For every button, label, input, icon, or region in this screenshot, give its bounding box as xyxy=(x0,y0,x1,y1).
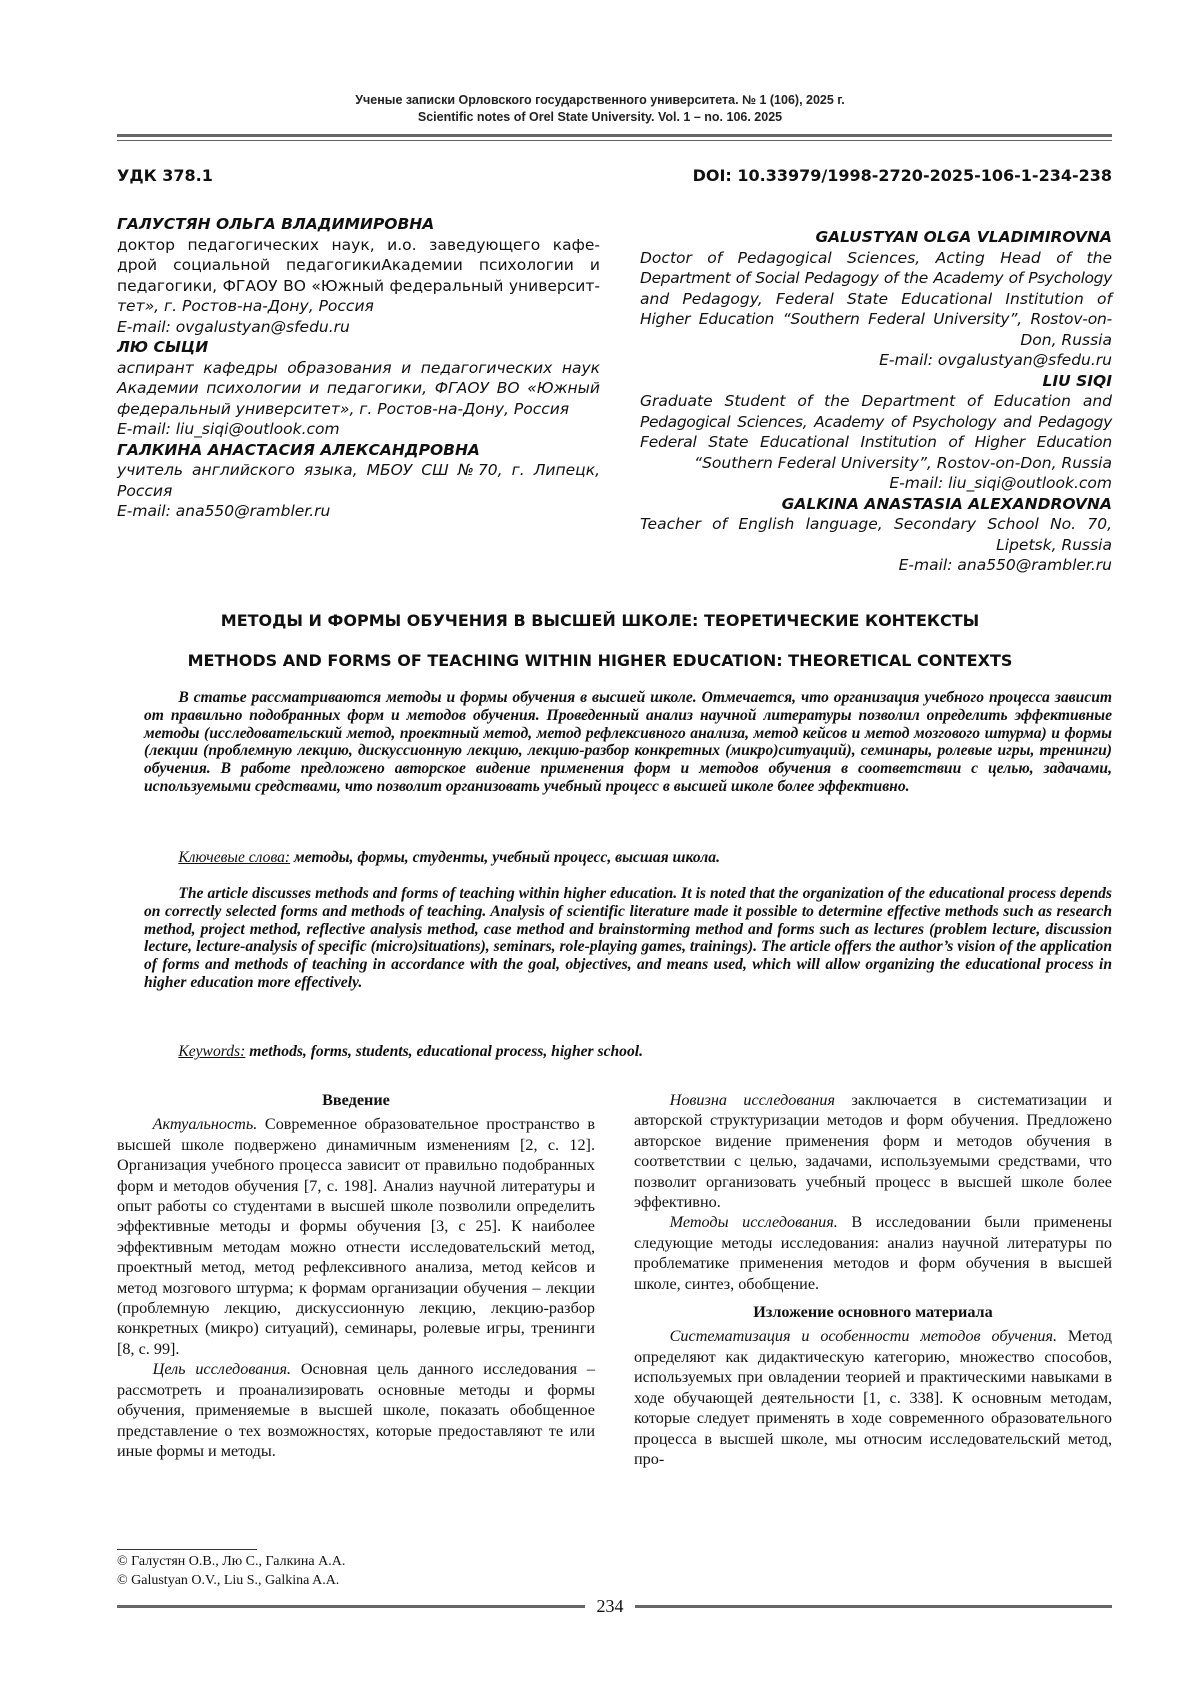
section-heading-introduction: Введение xyxy=(322,1091,390,1109)
body-column-left xyxy=(117,1090,595,1461)
research-methods-lead: Методы исследования. xyxy=(669,1213,838,1232)
keywords-en-value: methods, forms, students, educational process, higher school. xyxy=(249,1043,644,1060)
author-affil-en-1-line-5: Don, Russia xyxy=(1020,330,1112,349)
author-name-ru-2: ЛЮ СЫЦИ xyxy=(117,338,209,356)
author-email-en-3: E-mail: ana550@rambler.ru xyxy=(898,556,1112,574)
author-affil-ru-1-line-2: дрой социальной педагогикиАкадемии психологии и xyxy=(117,256,600,274)
author-affil-en-1-line-2: Department of Social Pedagogy of the Academy of Psychology xyxy=(640,269,1112,287)
page-number: 234 xyxy=(596,1596,624,1616)
author-name-ru-1: ГАЛУСТЯН ОЛЬГА ВЛАДИМИРОВНА xyxy=(117,215,435,233)
paragraph-relevance xyxy=(117,1114,595,1359)
novelty-lead: Новизна исследования xyxy=(669,1091,836,1109)
doi: DOI: 10.33979/1998-2720-2025-106-1-234-238 xyxy=(692,166,1112,185)
paragraph-research-goal xyxy=(117,1359,595,1461)
authors-ru xyxy=(117,214,600,522)
author-name-en-3: GALKINA ANASTASIA ALEXANDROVNA xyxy=(781,494,1112,513)
paragraph-systematization xyxy=(634,1326,1112,1469)
paragraph-novelty xyxy=(634,1090,1112,1212)
relevance-lead: Актуальность. xyxy=(152,1115,258,1134)
research-goal-lead: Цель исследования. xyxy=(152,1360,292,1379)
header-rule-thick xyxy=(117,134,1112,137)
keywords-ru-label: Ключевые слова: xyxy=(178,849,291,866)
author-email-en-1: E-mail: ovgalustyan@sfedu.ru xyxy=(879,351,1112,369)
systematization-lead: Систематизация и особенности методов обучения. xyxy=(669,1327,1058,1346)
keywords-ru-value: методы, формы, студенты, учебный процесс, высшая школа. xyxy=(294,849,720,866)
relevance-text: Современное образовательное пространство в высшей школе подвержено динамичным изменениям [2, с. 12]. Организация учебного процесса зависит от правильно подобранных форм и методов обучения [7, с. 198]. Анализ научной литературы и опыт работы со студентами в высшей школе позволили определить эффективные методы и формы обучения [3, с 25]. К наиболее эффективным методам можно отнести исследовательский метод, проектный метод, метод рефлексивного анализа, метод кейсов и метод мозгового штурма; к формам организации обучения – лекции (проблемную лекцию, дискуссионную лекцию, лекцию-разбор конкретных (микро) ситуаций), семинары, ролевые игры, тренинги [8, с. 99]. xyxy=(117,1115,595,1358)
author-affil-ru-1-line-1: доктор педагогических наук, и.о. заведующего кафе- xyxy=(117,235,600,254)
author-affil-en-1-line-3: and Pedagogy, Federal State Educational Institution of xyxy=(640,289,1112,308)
author-affil-en-2-line-4: “Southern Federal University”, Rostov-on-Don, Russia xyxy=(694,453,1112,472)
page-number-rule-right xyxy=(635,1605,1112,1608)
author-email-ru-3: E-mail: ana550@rambler.ru xyxy=(117,502,331,520)
keywords-ru xyxy=(144,849,1112,867)
abstract-en: The article discusses methods and forms of teaching within higher education. It is noted that the organization of the educational process depends on correctly selected forms and methods of teaching. Analysis of scientific literature made it possible to determine effective methods such as research method, project method, reflective analysis method, case method and brainstorming method and forms such as lectures (problem lecture, discussion lecture, lecture-analysis of specific (micro)situations), seminars, role-playing games, trainings). The article offers the author’s vision of the application of forms and methods of teaching in accordance with the goal, objectives, and means used, which will allow organizing the educational process in higher education more effectively. xyxy=(144,885,1112,991)
author-affil-ru-2-line-2: Академии психологии и педагогики, ФГАОУ ВО «Южный xyxy=(117,379,600,397)
author-affil-en-1-line-1: Doctor of Pedagogical Sciences, Acting Head of the xyxy=(640,248,1112,267)
keywords-en xyxy=(144,1043,1112,1061)
page-number-rule-left xyxy=(117,1605,585,1608)
research-methods-text: В исследовании были применены следующие методы исследования: анализ научной литературы по проблематике применения методов и форм обучения в высшей школе, синтез, обобщение. xyxy=(634,1213,1112,1293)
journal-header-ru: Ученые записки Орловского государственного университета. № 1 (106), 2025 г. xyxy=(355,93,845,107)
author-affil-ru-1-line-3: педагогики, ФГАОУ ВО «Южный федеральный университ- xyxy=(117,276,600,295)
body-column-right xyxy=(634,1090,1112,1469)
author-email-ru-1: E-mail: ovgalustyan@sfedu.ru xyxy=(117,317,350,336)
authors-en xyxy=(640,227,1112,576)
article-title-ru: МЕТОДЫ И ФОРМЫ ОБУЧЕНИЯ В ВЫСШЕЙ ШКОЛЕ: ТЕОРЕТИЧЕСКИЕ КОНТЕКСТЫ xyxy=(220,611,980,630)
copyright-en: © Galustyan O.V., Liu S., Galkina A.A. xyxy=(117,1573,340,1588)
udc-code: УДК 378.1 xyxy=(117,166,213,185)
copyright-ru: © Галустян О.В., Лю С., Галкина А.А. xyxy=(117,1554,346,1569)
novelty-text: заключается в систематизации и авторской структуризации методов и форм обучения. Предложено авторское видение применения форм и методов обучения в соответствии с целью, задачами, используемыми средствами, что позволит организовать учебный процесс в высшей школе более эффективно. xyxy=(634,1091,1112,1212)
author-affil-ru-1-line-4: тет», г. Ростов-на-Дону, Россия xyxy=(117,297,374,315)
author-affil-en-2-line-1: Graduate Student of the Department of Education and xyxy=(640,392,1112,410)
research-goal-text: Основная цель данного исследования – рассмотреть и проанализировать основные методы и формы обучения, применяемые в высшей школе, показать обобщенное представление о тех возможностях, которые предоставляют те или иные формы и методы. xyxy=(117,1360,596,1460)
author-email-en-2: E-mail: liu_siqi@outlook.com xyxy=(889,474,1112,492)
author-affil-en-3-line-1: Teacher of English language, Secondary School No. 70, xyxy=(640,515,1112,533)
abstract-ru: В статье рассматриваются методы и формы обучения в высшей школе. Отмечается, что организация учебного процесса зависит от правильно подобранных форм и методов обучения. Проведенный анализ научной литературы позволил определить эффективные методы (исследовательский метод, проектный метод, метод рефлексивного анализа, метод кейсов и метод мозгового штурма) и формы (лекции (проблемную лекцию, дискуссионную лекцию, лекцию-разбор конкретных (микро)ситуаций), семинары, ролевые игры, тренинги) обучения. В работе предложено авторское видение применения форм и методов обучения в соответствии с целью, задачами, используемыми средствами, что позволит организовать учебный процесс в высшей школе более эффективно. xyxy=(144,689,1112,795)
author-affil-ru-2-line-3: федеральный университет», г. Ростов-на-Дону, Россия xyxy=(117,399,570,418)
keywords-en-label: Keywords: xyxy=(178,1043,246,1060)
author-affil-ru-3-line-2: Россия xyxy=(117,481,173,500)
journal-header-en: Scientific notes of Orel State University. Vol. 1 – no. 106. 2025 xyxy=(417,110,783,124)
author-name-en-1: GALUSTYAN OLGA VLADIMIROVNA xyxy=(815,228,1112,246)
author-name-en-2: LIU SIQI xyxy=(1042,371,1112,390)
author-name-ru-3: ГАЛКИНА АНАСТАСИЯ АЛЕКСАНДРОВНА xyxy=(117,440,480,459)
systematization-text: Метод определяют как дидактическую категорию, множество способов, используемых при овладении теорией и практическими навыками в ходе обучающей деятельности [1, с. 338]. К основным методам, которые следует применять в ходе современного образовательного процесса в высшей школе, мы относим исследовательский метод, про- xyxy=(634,1327,1113,1468)
footnote-rule xyxy=(117,1549,257,1550)
paragraph-research-methods xyxy=(634,1212,1112,1294)
author-affil-ru-3-line-1: учитель английского языка, МБОУ СШ №70, г. Липецк, xyxy=(117,461,600,479)
header-rule-thin xyxy=(117,140,1112,141)
author-email-ru-2: E-mail: liu_siqi@outlook.com xyxy=(117,420,340,438)
article-title-en: METHODS AND FORMS OF TEACHING WITHIN HIGHER EDUCATION: THEORETICAL CONTEXTS xyxy=(187,651,1013,670)
author-affil-en-1-line-4: Higher Education “Southern Federal University”, Rostov-on- xyxy=(640,310,1112,328)
section-heading-main-material: Изложение основного материала xyxy=(753,1303,993,1322)
author-affil-ru-2-line-1: аспирант кафедры образования и педагогических наук xyxy=(117,358,600,377)
author-affil-en-2-line-2: Pedagogical Sciences, Academy of Psychology and Pedagogy xyxy=(640,412,1112,431)
author-affil-en-2-line-3: Federal State Educational Institution of Higher Education xyxy=(640,433,1112,451)
author-affil-en-3-line-2: Lipetsk, Russia xyxy=(996,535,1112,554)
